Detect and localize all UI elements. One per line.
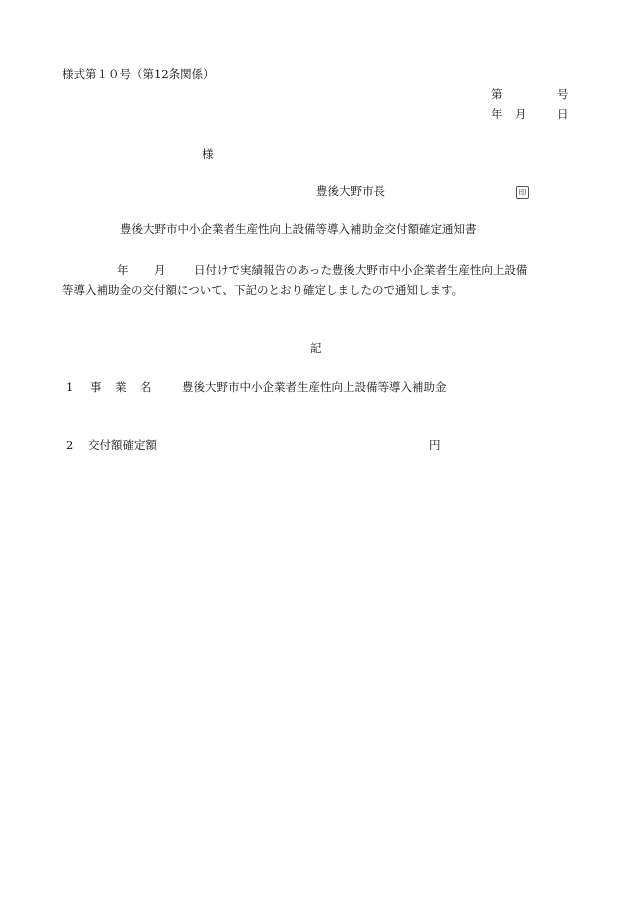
body-year: 年: [117, 263, 129, 277]
sender-name: 豊後大野市長: [316, 184, 385, 198]
body-line1-rest: 日付けで実績報告のあった豊後大野市中小企業者生産性向上設備: [194, 263, 528, 277]
number-prefix: 第: [491, 87, 503, 101]
form-label: 様式第１０号（第12条関係）: [62, 67, 215, 81]
body-line2: 等導入補助金の交付額について、下記のとおり確定しましたので通知します。: [62, 283, 464, 297]
item-2-number: 2: [66, 438, 74, 452]
item-1-value: 豊後大野市中小企業者生産性向上設備等導入補助金: [182, 380, 447, 394]
date-year: 年: [491, 107, 503, 121]
date-day: 日: [557, 107, 569, 121]
seal-mark: [516, 183, 529, 199]
document-title: 豊後大野市中小企業者生産性向上設備等導入補助金交付額確定通知書: [120, 222, 477, 236]
addressee-honorific: 様: [202, 147, 214, 161]
item-1-label: 事 業 名: [90, 380, 153, 394]
item-2-unit: 円: [429, 438, 441, 452]
date-month: 月: [515, 107, 527, 121]
number-suffix: 号: [557, 87, 569, 101]
seal-char: 印: [516, 186, 529, 199]
body-month: 月: [154, 263, 166, 277]
ki-heading: 記: [310, 341, 322, 355]
item-2-label: 交付額確定額: [88, 438, 157, 452]
item-1-number: 1: [66, 380, 74, 394]
